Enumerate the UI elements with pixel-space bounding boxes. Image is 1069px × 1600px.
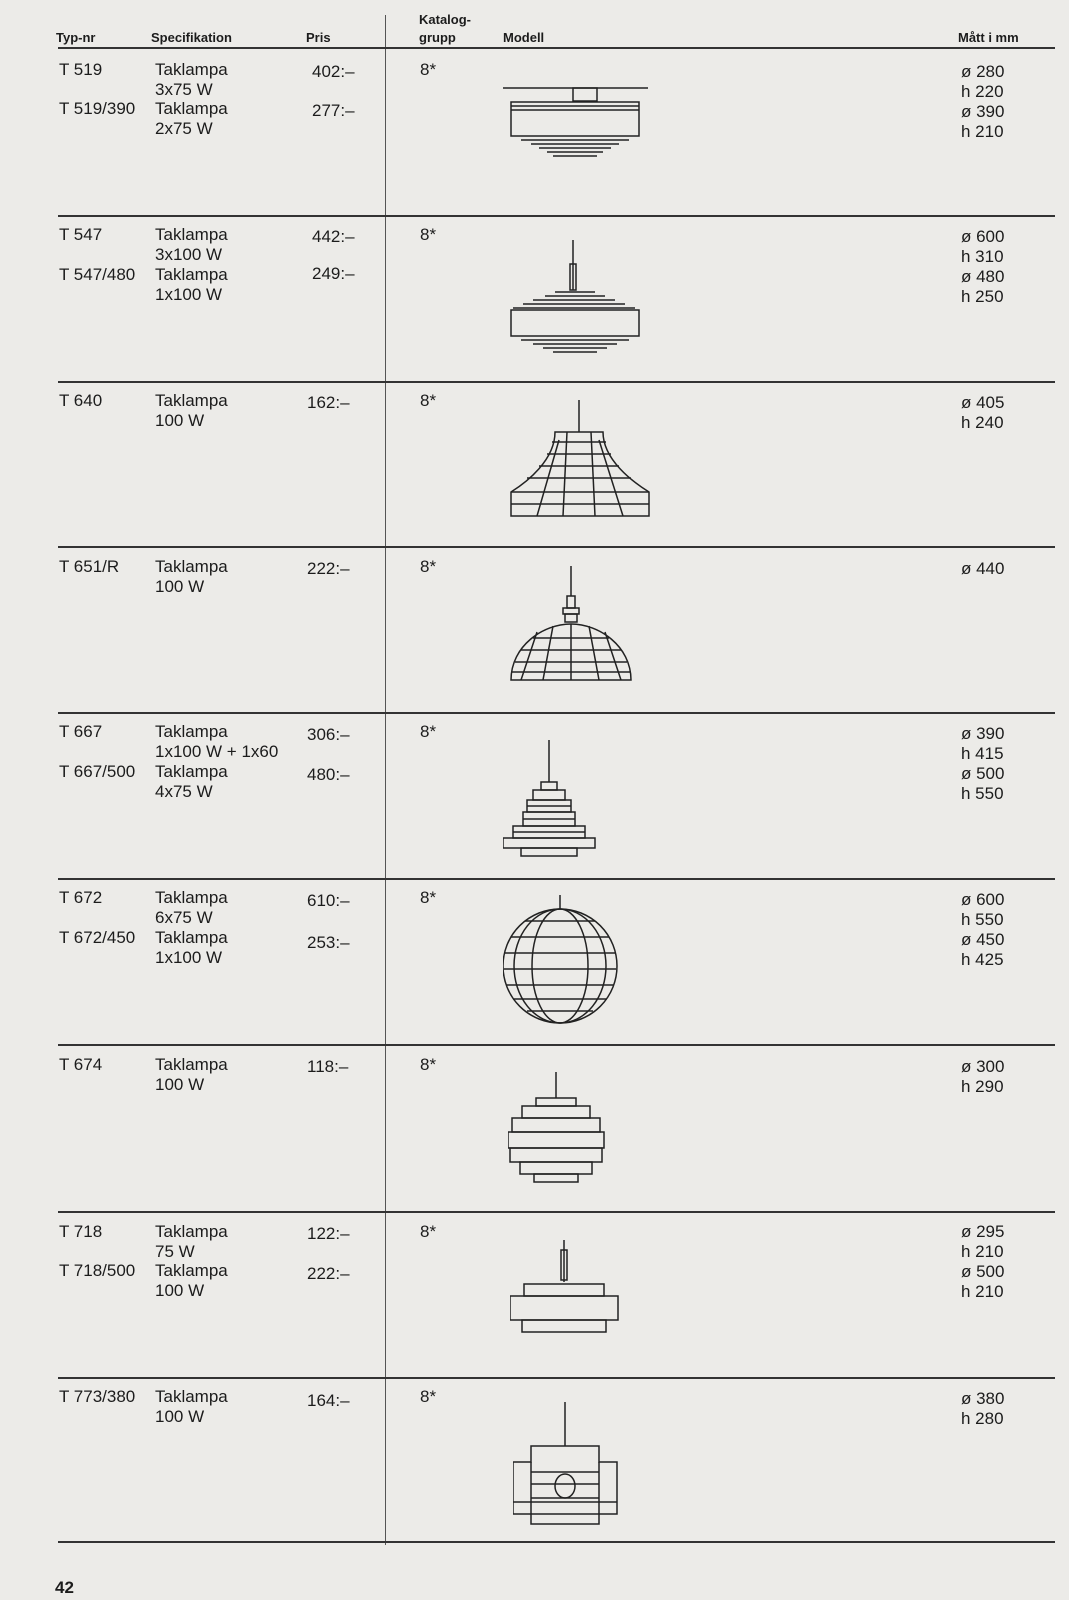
- typ-nr: T 667: [59, 722, 103, 741]
- typ-nr: T 718/500: [59, 1261, 136, 1280]
- column-divider: [385, 15, 386, 1545]
- katalog-grupp: 8*: [420, 1222, 437, 1241]
- matt-i-mm: ø 600 h 310 ø 480 h 250: [961, 227, 1005, 306]
- ufo-tiered-lamp-icon: [503, 240, 653, 360]
- box-lamp-icon: [513, 1402, 623, 1527]
- matt-i-mm: ø 390 h 415 ø 500 h 550: [961, 724, 1005, 803]
- pris: 442:–: [312, 227, 355, 246]
- specifikation: Taklampa 1x100 W: [155, 265, 228, 304]
- pris: 402:–: [312, 62, 355, 81]
- pris: 162:–: [307, 393, 350, 412]
- typ-nr: T 667/500: [59, 762, 136, 781]
- pris: 610:–: [307, 891, 350, 910]
- typ-nr: T 519: [59, 60, 103, 79]
- pris: 164:–: [307, 1391, 350, 1410]
- katalog-grupp: 8*: [420, 225, 437, 244]
- specifikation: Taklampa 4x75 W: [155, 762, 228, 801]
- pris: 253:–: [307, 933, 350, 952]
- typ-nr: T 651/R: [59, 557, 120, 576]
- dome-lamp-icon: [503, 566, 653, 691]
- specifikation: Taklampa 2x75 W: [155, 99, 228, 138]
- typ-nr: T 718: [59, 1222, 103, 1241]
- katalog-grupp: 8*: [420, 557, 437, 576]
- header-rule: [58, 47, 1055, 49]
- header-specifikation: Specifikation: [151, 30, 232, 45]
- cylinder-banded-lamp-icon: [510, 1240, 620, 1340]
- header-katalog-line2: grupp: [419, 30, 456, 45]
- matt-i-mm: ø 300 h 290: [961, 1057, 1005, 1096]
- typ-nr: T 672: [59, 888, 103, 907]
- specifikation: Taklampa 3x75 W: [155, 60, 228, 99]
- katalog-grupp: 8*: [420, 888, 437, 907]
- row-divider: [58, 215, 1055, 217]
- header-pris: Pris: [306, 30, 331, 45]
- matt-i-mm: ø 440: [961, 559, 1005, 578]
- header-katalog-line1: Katalog-: [419, 12, 471, 27]
- matt-i-mm: ø 280 h 220 ø 390 h 210: [961, 62, 1005, 141]
- row-divider: [58, 1044, 1055, 1046]
- typ-nr: T 773/380: [59, 1387, 136, 1406]
- typ-nr: T 640: [59, 391, 103, 410]
- katalog-grupp: 8*: [420, 391, 437, 410]
- pris: 122:–: [307, 1224, 350, 1243]
- row-divider: [58, 1377, 1055, 1379]
- pris: 277:–: [312, 101, 355, 120]
- header-modell: Modell: [503, 30, 545, 45]
- stacked-tier-lamp-icon: [503, 740, 653, 860]
- specifikation: Taklampa 100 W: [155, 557, 228, 596]
- row-divider: [58, 712, 1055, 714]
- specifikation: Taklampa 6x75 W: [155, 888, 228, 927]
- specifikation: Taklampa 100 W: [155, 1055, 228, 1094]
- specifikation: Taklampa 75 W: [155, 1222, 228, 1261]
- typ-nr: T 547: [59, 225, 103, 244]
- typ-nr: T 519/390: [59, 99, 136, 118]
- row-divider: [58, 1211, 1055, 1213]
- header-matt: Mått i mm: [958, 30, 1019, 45]
- pris: 118:–: [307, 1057, 349, 1076]
- matt-i-mm: ø 405 h 240: [961, 393, 1005, 432]
- specifikation: Taklampa 100 W: [155, 391, 228, 430]
- katalog-grupp: 8*: [420, 1387, 437, 1406]
- page-number: 42: [55, 1578, 74, 1597]
- flared-lamp-icon: [503, 400, 653, 520]
- matt-i-mm: ø 600 h 550 ø 450 h 425: [961, 890, 1005, 969]
- matt-i-mm: ø 295 h 210 ø 500 h 210: [961, 1222, 1005, 1301]
- pris: 306:–: [307, 725, 350, 744]
- specifikation: Taklampa 3x100 W: [155, 225, 228, 264]
- specifikation: Taklampa 1x100 W: [155, 928, 228, 967]
- pris: 222:–: [307, 1264, 350, 1283]
- row-divider: [58, 878, 1055, 880]
- sphere-banded-lamp-icon: [508, 1072, 608, 1192]
- header-typ-nr: Typ-nr: [56, 30, 96, 45]
- pris: 249:–: [312, 264, 355, 283]
- specifikation: Taklampa 100 W: [155, 1387, 228, 1426]
- katalog-grupp: 8*: [420, 60, 437, 79]
- typ-nr: T 674: [59, 1055, 103, 1074]
- typ-nr: T 672/450: [59, 928, 136, 947]
- pris: 480:–: [307, 765, 350, 784]
- katalog-grupp: 8*: [420, 1055, 437, 1074]
- globe-ribbed-lamp-icon: [503, 895, 653, 1025]
- specifikation: Taklampa 100 W: [155, 1261, 228, 1300]
- flat-tiered-lamp-icon: [503, 86, 653, 166]
- pris: 222:–: [307, 559, 350, 578]
- matt-i-mm: ø 380 h 280: [961, 1389, 1005, 1428]
- typ-nr: T 547/480: [59, 265, 136, 284]
- specifikation: Taklampa 1x100 W + 1x60: [155, 722, 279, 761]
- row-divider: [58, 381, 1055, 383]
- katalog-grupp: 8*: [420, 722, 437, 741]
- row-divider: [58, 1541, 1055, 1543]
- row-divider: [58, 546, 1055, 548]
